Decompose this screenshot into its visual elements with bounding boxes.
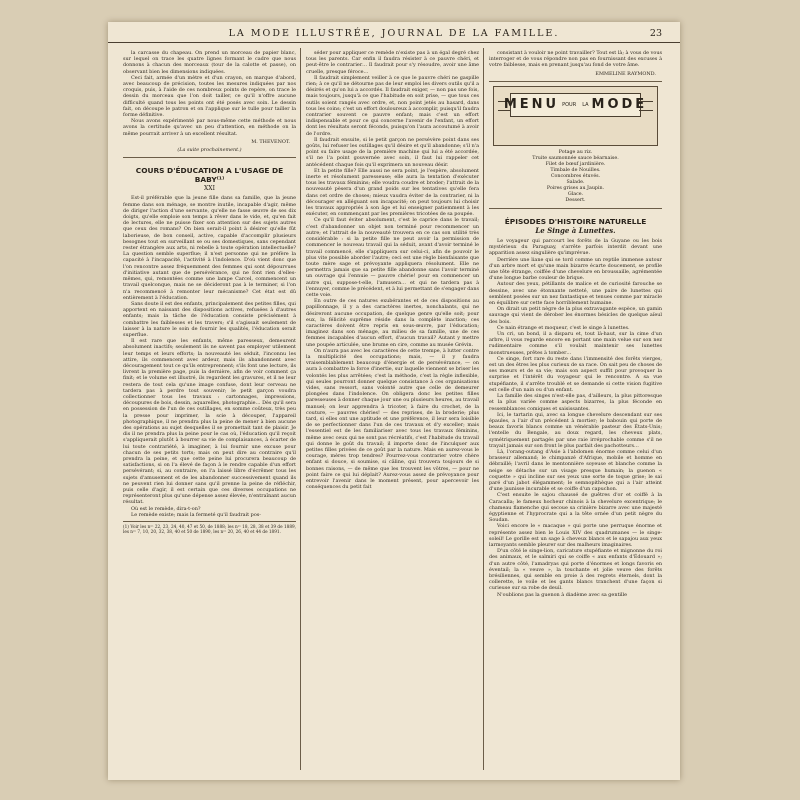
paragraph: Ceci fait, armée d'un mètre et d'un crayon, on marque d'abord, avec beaucoup de précision, toutes les mesures indiquées par nos croquis, puis, à l'aide de ces nombreux points de repère, on trace le dessin du morceau que l'on doit tailler, ce qu'il n'offre aucune difficulté quand tous les points ont été posés avec soin. Le dessin fait, on découpe le patron et on l'applique sur le tulle pour tailler la forme définitive.	[123, 74, 296, 119]
footnote: (1) Voir les nᵒˢ 22, 23, 24, 40, 47 et 50, de 1888; les nᵒˢ 18, 28, 38 et 39 de 1889, les nᵒˢ 7, 10, 20, 32, 38, 40 et 50 de 1890, les nᵒˢ 20, 26, 40 et 44 de 1891.	[123, 521, 296, 534]
menu-list	[489, 150, 662, 204]
column-2	[306, 50, 479, 770]
paragraph: Ici, le tartarin qui, avec sa longue chevelure descendant sur ses épaules, a l'air d'un précédent à mortier; le babouin qui porte de beaux favoris blancs comme un vénérable pasteur des États-Unis; l'entelle du Bengale, au doux regard, les cheveux plats, symétriquement partagés par une raie irréprochable comme s'il ne trayait jamais sur son front le plus parfait des pachotteurs…	[489, 411, 662, 449]
paragraph: Un cri, un bond, il a disparu et, tout là-haut, sur la cime d'un arbre, il vous regarde encore en portant une main velue sur son nez rudimentaire comme s'il voulait maintenir ses lunettes monstrueuses, prêtes à tomber…	[489, 331, 662, 356]
paragraph: En outre de ces natures exubérantes et de ces dispositions au papillonnage, il y a des caractères inertes, nonchalants, qui ne désireront aucune occupation, de quelque genre qu'elle soit; pour eux, la félicité suprême réside dans la complète inaction; ces caractères doivent être repris en sous-œuvre, par l'éducation; imaginez dans son ménage, au milieu de sa famille, une de ces femmes incapables d'aucun effort, d'aucun travail? Autant y mettre une poupée articulée, une brume en cire, comme au musée Grévin.	[306, 298, 479, 348]
divider	[489, 208, 662, 209]
paragraph: Il est rare que les enfants, même paresseux, demeurent absolument inactifs; seulement ils ne savent pas employer utilement leur temps et leurs efforts; la nouveauté les séduit, l'inconnu les attire, ils commencent avec ardeur, mais ils abandonnent avec découragement tout ce qu'ils entreprennent; s'ils font une lecture, ils livrent la première page, puis la dernière, afin de voir comment ça finit; et le volume est illustré, ils regardent les gravures, et il ne leur restera de tout cela qu'une image confuse, dont leur cerveau ne tardera pas à perdre tout souvenir; le petit garçon voudra collectionner tous les travaux : cartonnages, impressions, découpures de bois, dessin, aquarelles, photographie… Dès qu'il sera en possession de l'un de ces outillages, en somme coûteux, très peu la presse pour imprimer, la scie à découper, l'appareil photographique, il ne prendra plus la peine de mener à bien aucune des opérations au sujet desquelles il se promettait tant de plaisir. Je dis il ne prendra plus la peine pour le cas où, l'éducation qu'il reçoit s'appliquerait plutôt à bourrer sa vie de complaisances, à écarter de lui toute contrariété, à imaginer, à lui fournir une excuse pour chacun de ses petits torts; mais on peut dire au contraire qu'il prendra la peine, et que cette peine lui procurera beaucoup de satisfactions, si on l'a élevé de façon à le rendre capable d'un effort persévérant; si, au contraire, on l'a laissé libre d'écrêmer tous les sujets d'amusement et de les abandonner successivement quand ils ne peuvent rien lui donner sans qu'il prenne la peine de réfléchir, puis celle d'agir, il est certain que ces diverses occupations ne représenteront plus qu'une dépense assez élevée, n'entraînant aucun résultat.	[123, 338, 296, 506]
paragraph: Il faudrait ensuite, si le petit garçon ne persévère point dans ses goûts, lui refuser les outillages qu'il désire et qu'il abandonne; s'il n'a point su faire usage de la première machine qui lui a été accordée, s'il ne l'a point gouvernée avec soin, il faut lui rappeler cet antécédent chaque fois qu'il exprimera un nouveau désir.	[306, 136, 479, 168]
journal-title: LA MODE ILLUSTRÉE, JOURNAL DE LA FAMILLE.	[228, 28, 560, 39]
paragraph: Le voyageur qui parcourt les forêts de la Guyane ou les bois mystérieux du Paraguay, s'arrête parfois interdit devant une apparition assez singulière qu'imprévue.	[489, 238, 662, 257]
paragraph: Sans doute il est des enfants, principalement des petites filles, qui apportent en naissant des dispositions actives, refusées à d'autres enfants; mais la tâche de l'éducation consiste précisément à combattre les faiblesses et les travers; s'il s'agissait seulement de laisser à la nature le soin de fournir les qualités, l'éducation serait superflue.	[123, 300, 296, 338]
article-subheading: Le Singe à Lunettes.	[535, 225, 616, 235]
paragraph: séder pour appliquer ce remède n'existe pas à un égal degré chez tous les parents. Car enfin il faudra résister à ce pauvre chéri, et peut-être le contrarier… Il faudrait pour s'y résoudre, avoir une âme cruelle, presque féroce…	[306, 50, 479, 75]
menu-item: Glace.	[567, 191, 584, 197]
paragraph: Ce singe, fort rare du reste dans l'immensité des forêts vierges, est un des êtres les plus curieux de sa race. On sait peu de choses de ses mœurs et de sa vie; mais son aspect suffit pour provoquer la surprise et l'intérêt du voyageur qui le rencontre. A sa vue stupéfiante, il s'arrête troublé et se demande si cette vision fugitive est celle d'un nain ou d'un enfant.	[489, 355, 662, 393]
menu-item: Poires grises au Jaupin.	[546, 185, 605, 191]
author-signature: M. THEVENOT.	[251, 138, 290, 145]
paragraph: Là, l'orang-outang d'Asie à l'abdomen énorme comme celui d'un brasseur allemand; le chimpanzé d'Afrique, mobile et homme en débraillé; l'avril dans le mentonnière soyeuse et blanche comme la neige se détache sur un visage presque humain; la guenon « coquette » qui incline sur ses yeux une sorte de toque grise; le sai paré d'un jabot élégamment; le semnopithèque qui a l'air atteint d'une jaunisse incurable et se coiffe d'un capuchon.	[489, 448, 662, 493]
article-heading: ÉPISODES D'HISTOIRE NATURELLE	[504, 216, 647, 226]
newspaper-page	[108, 22, 680, 780]
flourish-right-icon	[639, 101, 653, 111]
paragraph: la carcasse du chapeau. On prend un morceau de papier blanc, sur lequel on trace les quatre lignes formant le cadre que nous donnons à chacun des morceaux (tour de la calotte et passe), on observant bien les dimensions indiquées.	[123, 50, 296, 75]
mode-word: MODE	[591, 96, 648, 112]
divider	[123, 157, 296, 158]
menu-la: LA	[582, 101, 589, 108]
menu-item: Dessert.	[565, 197, 586, 203]
column-1	[123, 50, 296, 770]
menu-item: Salade.	[566, 179, 585, 185]
paragraph: Nous avons expérimenté par nous-même cette méthode et nous avons la certitude qu'avec un peu d'attention, en méthode on la même pourrait arriver à un excellent résultat.	[123, 118, 296, 137]
column-rule	[300, 48, 301, 770]
column-3	[489, 50, 662, 770]
page-header	[108, 28, 680, 43]
paragraph: Ce qu'il faut éviter absolument, c'est le caprice dans le travail; c'est d'abandonner un objet non terminé pour recommencer un autre; et l'attrait de la nouveauté trouvera en ce cas son utilité très considérable : si la petite fille ne peut avoir la permission de commencer le nouveau travail qui la séduit, avant d'avoir terminé le travail commencé, elle s'appliquera sur celui-ci, afin de pouvoir le plus vite possible aborder l'autre; ceci est une règle bienfaisante que toute mère sage et prévoyante appliquera résolument. Elle ne permettra jamais que sa petite fille abandonne sans l'avoir terminé un ouvrage qui l'ennuie — pauvre chérie! pour en commencer un autre qui, suppose-t-elle, l'amusera… et qui ne tardera pas à l'ennuyer, comme le précédent, et à lui permettant de s'engager dans cette voie.	[306, 217, 479, 298]
paragraph: D'un côté le singe-lion, caricature stupéfiante et mignonne du roi des animaux, et le salmiri qui se coiffe « aux enfants d'Édouard »; d'un autre côté, l'amadryas qui porte d'énormes et longs favoris en éventail; la « veuve », la touchante et jolie veuve des forêts brésiliennes, qui semble en proie à des regrets éternels, dont la collerette, le voile et les gants blancs tranchent d'une façon si curieuse sur sa robe de deuil.	[489, 548, 662, 592]
menu-item: Truite saumonnée sauce béarnaise.	[532, 155, 619, 161]
paragraph: Autour des yeux, pétillants de malice et de curiosité farouche se dessine, avec une étonnante netteté, une paire de lunettes qui semblent posées sur un nez fantastique et tenues comme par miracle en équilibre sur cette face horriblement humaine.	[489, 281, 662, 307]
paragraph: Il faudrait simplement veiller à ce que le pauvre chéri ne gaspille rien; à ce qu'il ne détourne pas de leur emploi les divers outils qu'il a désirés et qu'on lui a accordés. Il faudrait exiger, — non pas une fois, mais toujours, jusqu'à ce que l'habitude en soit prise, — que tous ces outils soient rangés avec ordre, et, non point jetés au hasard, dans tous les coins; c'est un effort douloureux à accomplir, puisqu'il faudra contrarier souvent ce pauvre enfant; mais c'est un effort indispensable et pour ce qui concerne l'avenir de l'enfant, un effort dont les résultats seront féconds, puisqu'on l'aura accoutumé à avoir de l'ordre.	[306, 74, 479, 137]
paragraph: Ce nain étrange et moqueur, c'est le singe à lunettes.	[497, 324, 630, 331]
menu-banner	[493, 86, 658, 146]
menu-item: Timbale de Nouilles.	[550, 167, 601, 173]
paragraph: N'oublions pas la guenon à diadème avec sa gentille	[497, 591, 628, 598]
menu-item: Filet de bœuf jardinière.	[545, 161, 606, 167]
paragraph: On dirait un petit nègre de la plus extravagante espèce, un gamin sauvage qui vient de dérober les énormes bésicles de quelque aïeul des bois.	[489, 306, 662, 325]
paragraph: consistant à vouloir ne point travailler? Tout est là; à vous de vous interroger et de vous répondre non pas en fournissant des excuses à votre faiblesse, mais en prenant jusqu'au fond de votre âme.	[489, 50, 662, 69]
paragraph: Voici encore le « macaque » qui porte une perruque énorme et représente assez bien le Louis XIV des quadrumanes — le singe-soleil! Le gorille est un sage à cheveux blancs et le sapajou aux yeux larmoyants semble pleurer sur des malheurs imaginaires.	[489, 523, 662, 548]
author-signature: EMMELINE RAYMOND.	[595, 70, 656, 77]
continuation-note: (La suite prochainement.)	[177, 147, 242, 154]
section-number: XXI	[204, 185, 215, 193]
divider	[489, 81, 662, 82]
paragraph: On n'aura pas avec les caractères de cette trempe, à lutter contre la multiplicité des occupations; mais, — il y faudra vraisemblablement beaucoup d'énergie et de persévérance, — on aura à combattre la force d'inertie, sur laquelle viennent se briser les volontés les plus arrêtées; c'est la méthode, c'est la règle inflexible, qui seules pourront donner quelque consistance à ces organisations vides, sans ressort, sans volonté autre que celle de demeurer plongées dans l'indolence. On obligera donc les petites filles paresseuses à donner chaque jour une ou plusieurs heures, au travail manuel; on leur apprendra à tricoter, à faire du crochet, de la couture, — pauvres chéries! — des reprises, de la broderie; plus tard, si elles ont une aptitude et une préférence, il leur sera loisible de se perfectionner dans l'un de ces travaux et d'y exceller; mais l'essentiel est de les familiariser avec tous les travaux féminins, même avec ceux qui ne sont pas récréatifs, c'est l'habitude du travail qui donne le goût du travail; il importe donc de l'inculquer aux petites filles privées de ce goût par la nature. Mais en aurez-vous le courage, mères trop tendres? Pourrez-vous contrarier votre chère enfant si douce, si soumise, si câline, qui trouvera toujours de si bonnes raisons, — de même que les trouvent les vôtres, — pour ne point faire ce qui lui déplait? Aurez-vous assez de prévoyance pour entrevoir l'avenir dans le moment présent, pour apercevoir les conséquences du petit fait	[306, 347, 479, 491]
menu-word: MENU	[503, 96, 560, 112]
paragraph: Derrière une liane qui se tord comme un reptile immense autour d'un arbre mort et qu'une main bizarre écarte doucement, se profile une tête étrange, coiffée d'une chevelure en broussaille, agrémentée d'une longue barbe couleur de brique.	[489, 256, 662, 282]
paragraph: Est-il préférable que la jeune fille dans sa famille, que la jeune femme dans son ménage, se montre inutile, incapable d'agir, même de diriger l'action d'une servante, qu'elle ne fasse œuvre de ses dix doigts, qu'elle emploie son temps à rêver dans le vide, et, qu'en fait de lectures, elle ne puisse fixer son attention sur des sujets autres que ceux des romans? On bien serait-il point à désirer qu'elle fût laborieuse, de bon conseil, active, capable d'accomplir plusieurs besognes tout en surveillant se ou ses domestiques, sans cependant rester étrangère aux arts, ni rebelle à toute opération intellectuelle? La question semble superflue; il n'est personne qui ne préfère la capacité à l'incapacité, l'activité à l'indolence. D'où vient donc que l'on rencontre assez fréquemment des femmes qui sont dépourvues d'initiative autant que de persévérance, qui ne font rien d'elles-mêmes, qui, remontées comme une lampe Carcel, commencent un travail quelconque, mais ne se décideront pas à le terminer, si l'on n'a recommencé à remonter leur mécanisme? Cet état est dû entièrement à l'éducation.	[123, 195, 296, 301]
paragraph: C'est ensuite le sajou chaussé de guêtres d'or et coiffé à la Caracalla; le fameux hocheur chinois à la chevelure excentrique; le chameau flamenche qui secoue sa crinière bizarre avec une majesté égyptienne et l'hyprocrate qui a la tête ornée d'un petit nègre du Soudan.	[489, 492, 662, 524]
menu-item: Concombres étuvés.	[550, 173, 601, 179]
paragraph: Le remède existe; mais la fermeté qu'il faudrait pos-	[131, 511, 261, 518]
page-number: 23	[649, 28, 662, 39]
column-rule	[483, 48, 484, 770]
menu-item: Potage au riz.	[558, 149, 593, 155]
article-heading: COURS D'ÉDUCATION A L'USAGE DE BABY⁽¹⁾	[135, 166, 284, 185]
menu-pour: POUR	[562, 101, 577, 108]
paragraph: Où est le remède, dira-t-on?	[131, 505, 201, 512]
paragraph: La famille des singes n'est-elle pas, d'ailleurs, la plus pittoresque et la plus variée comme aspects bizarres, la plus féconde en ressemblances comiques et saisissantes.	[489, 393, 662, 412]
menu-title	[503, 93, 648, 117]
paragraph: Et la petite fille? Elle aussi ne sera point, je l'espère, absolument inerte et résolument paresseuse; elle aura la tentation d'exécuter tous les travaux féminins; elle voudra coudre et broder; l'attrait de la nouveauté pèsera d'un grand poids sur les tentatives qu'elle fera dans cet ordre de choses; mieux vaudra éviter de la contrarier, ni la décourager en alléguant son incapacité; on peut toujours lui choisir les travaux appropriés à son âge et lui enseigner patiemment à les exécuter, en commençant par les premières tricotées de sa poupée.	[306, 167, 479, 218]
